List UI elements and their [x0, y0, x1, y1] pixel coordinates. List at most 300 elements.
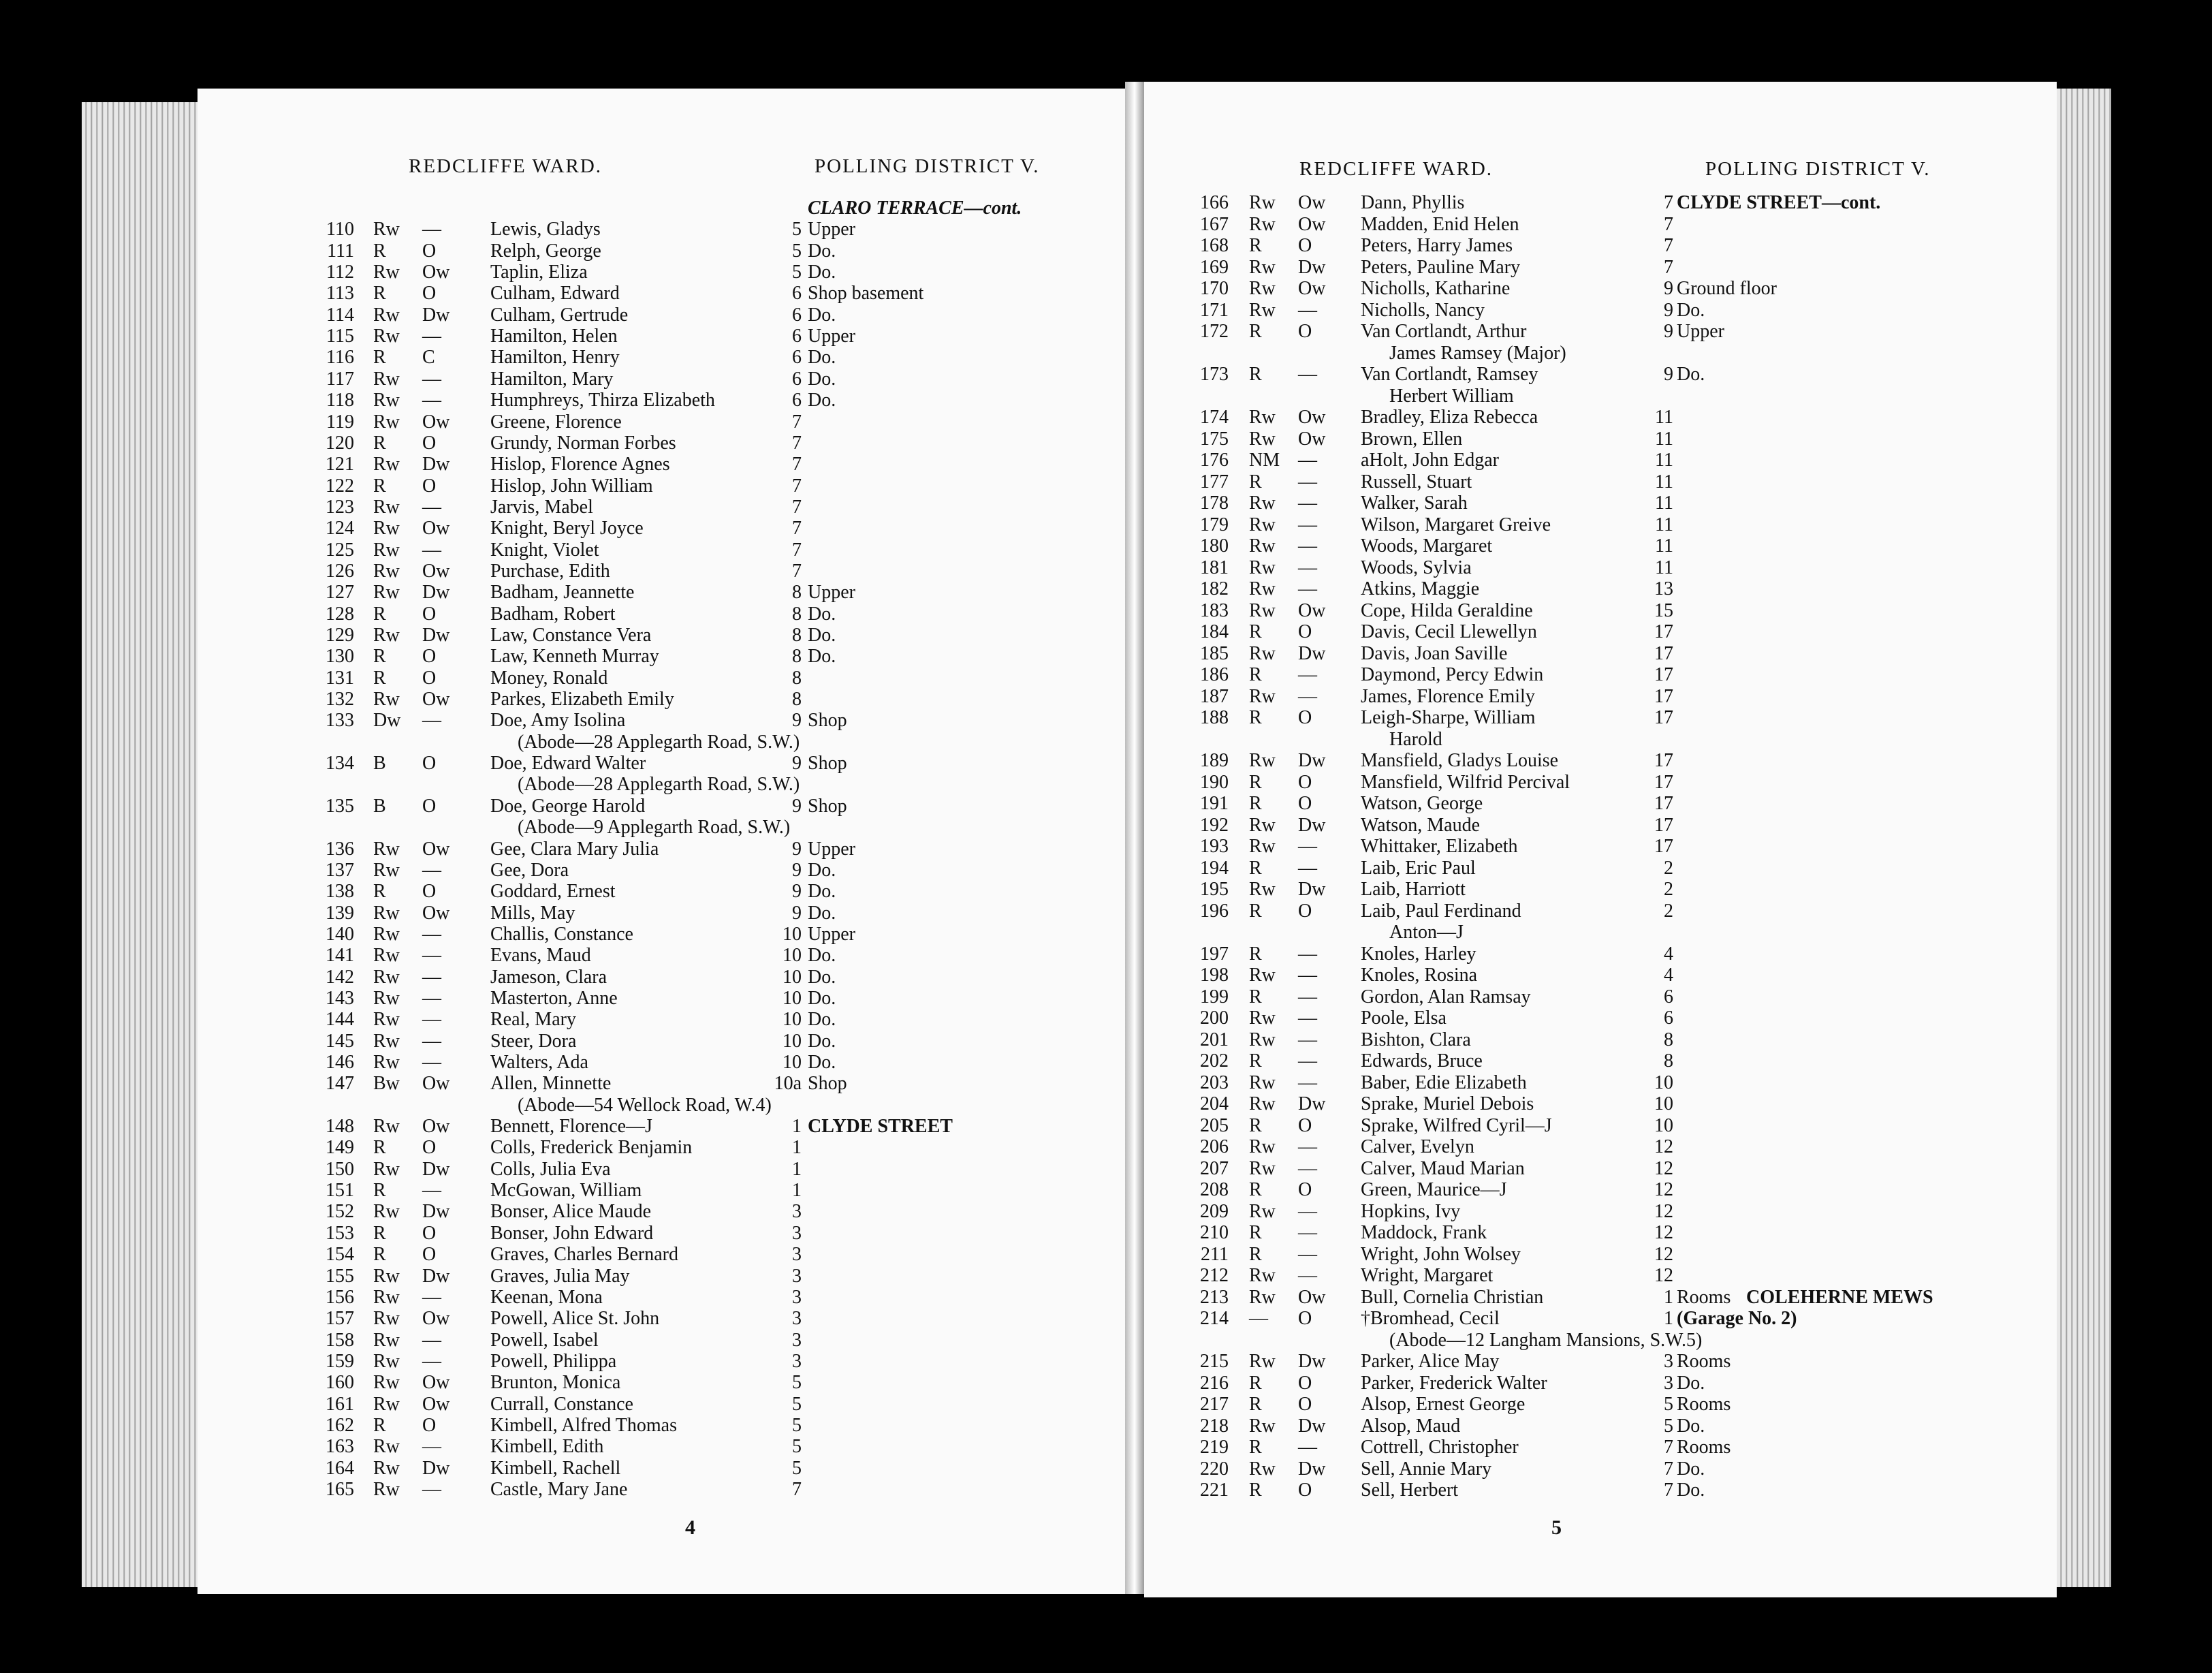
elector-name: Bonser, John Edward — [490, 1222, 654, 1244]
qualification: R — [1249, 1372, 1262, 1394]
absent-voter-mark: O — [1298, 793, 1312, 814]
elector-number: 152 — [326, 1201, 354, 1223]
absent-voter-mark: Dw — [1298, 1458, 1326, 1480]
elector-number: 169 — [1200, 256, 1229, 278]
elector-number: 160 — [326, 1372, 354, 1394]
elector-name: Jameson, Clara — [490, 966, 607, 988]
elector-name: Madden, Enid Helen — [1361, 213, 1519, 235]
absent-voter-mark: O — [1298, 235, 1312, 256]
qualification: Rw — [1249, 1286, 1276, 1308]
house-number: 7 — [1664, 1437, 1673, 1458]
elector-name: Baber, Edie Elizabeth — [1361, 1072, 1527, 1093]
qualification: Rw — [1249, 1200, 1276, 1222]
qualification: Rw — [1249, 407, 1276, 428]
qualification: Rw — [373, 390, 400, 411]
house-number: 3 — [792, 1286, 802, 1308]
premises-description: (Garage No. 2) — [1677, 1308, 1797, 1329]
house-number: 8 — [1664, 1029, 1673, 1050]
premises-description: Do. — [1677, 1480, 1705, 1501]
register-entry — [0, 535, 2179, 557]
elector-name: Keenan, Mona — [490, 1286, 603, 1308]
absent-voter-mark: O — [1298, 621, 1312, 642]
elector-number: 114 — [326, 304, 354, 326]
qualification: B — [373, 795, 386, 817]
house-number: 12 — [1654, 1200, 1673, 1222]
absent-voter-mark: Dw — [422, 625, 450, 646]
elector-number: 211 — [1201, 1243, 1229, 1265]
qualification: R — [1249, 664, 1262, 685]
street-name: COLEHERNE MEWS — [1746, 1286, 1933, 1308]
elector-name: Bradley, Eliza Rebecca — [1361, 407, 1538, 428]
qualification: Rw — [1249, 599, 1276, 621]
house-number: 7 — [792, 560, 802, 582]
qualification: Rw — [1249, 836, 1276, 857]
premises-description: Do. — [808, 945, 836, 967]
qualification: Rw — [1249, 428, 1276, 450]
elector-name: Hamilton, Mary — [490, 368, 614, 390]
house-number: 10 — [783, 923, 802, 945]
qualification: R — [1249, 1480, 1262, 1501]
absent-voter-mark: — — [422, 987, 441, 1009]
absent-voter-mark: — — [1298, 578, 1317, 599]
qualification: Rw — [373, 1201, 400, 1223]
qualification: Rw — [373, 326, 400, 347]
elector-number: 217 — [1200, 1394, 1229, 1415]
house-number: 9 — [1664, 364, 1673, 385]
qualification: Rw — [1249, 492, 1276, 514]
elector-number: 175 — [1200, 428, 1229, 450]
qualification: Rw — [373, 560, 400, 582]
elector-number: 206 — [1200, 1136, 1229, 1157]
qualification: Rw — [373, 945, 400, 967]
house-number: 5 — [1664, 1394, 1673, 1415]
elector-number: 193 — [1200, 836, 1229, 857]
elector-number: 188 — [1200, 707, 1229, 728]
premises-description: Do. — [808, 881, 836, 903]
elector-name: Real, Mary — [490, 1009, 576, 1031]
qualification: R — [1249, 1437, 1262, 1458]
absent-voter-mark: Ow — [1298, 278, 1326, 299]
elector-name: Mansfield, Gladys Louise — [1361, 750, 1559, 771]
house-number: 7 — [792, 518, 802, 540]
elector-number: 221 — [1200, 1480, 1229, 1501]
absent-voter-mark: — — [422, 1030, 441, 1052]
qualification: Rw — [373, 454, 400, 475]
elector-number: 176 — [1200, 450, 1229, 471]
register-entry — [0, 836, 2179, 857]
register-entry — [0, 1136, 2179, 1157]
elector-number: 140 — [326, 923, 354, 945]
absent-voter-mark: Ow — [422, 1393, 450, 1415]
elector-name: Castle, Mary Jane — [490, 1479, 628, 1500]
qualification: R — [373, 347, 386, 369]
qualification: Rw — [1249, 1007, 1276, 1029]
house-number: 17 — [1654, 836, 1673, 857]
house-number: 17 — [1654, 750, 1673, 771]
premises-description: Shop — [808, 753, 847, 775]
house-number: 7 — [792, 496, 802, 518]
qualification: — — [1249, 1308, 1268, 1329]
qualification: Rw — [373, 838, 400, 860]
elector-number: 179 — [1200, 514, 1229, 535]
premises-description: Shop — [808, 795, 847, 817]
house-number: 6 — [792, 347, 802, 369]
premises-description: Do. — [808, 603, 836, 625]
qualification: Rw — [373, 262, 400, 283]
qualification: R — [1249, 471, 1262, 492]
elector-name: Badham, Robert — [490, 603, 616, 625]
premises-description: Do. — [808, 1052, 836, 1073]
absent-voter-mark: Dw — [1298, 1351, 1326, 1372]
elector-number: 207 — [1200, 1157, 1229, 1179]
elector-number: 177 — [1200, 471, 1229, 492]
house-number: 6 — [792, 326, 802, 347]
elector-number: 157 — [326, 1308, 354, 1330]
absent-voter-mark: Ow — [1298, 192, 1326, 213]
absent-voter-mark: Ow — [1298, 213, 1326, 235]
elector-name: Powell, Isabel — [490, 1329, 599, 1351]
house-number: 7 — [792, 432, 802, 454]
qualification: Rw — [373, 923, 400, 945]
elector-number: 213 — [1200, 1286, 1229, 1308]
elector-number: 135 — [326, 795, 354, 817]
register-entry — [0, 364, 2179, 385]
premises-description: Rooms — [1677, 1394, 1731, 1415]
house-number: 3 — [792, 1244, 802, 1266]
elector-name: Kimbell, Edith — [490, 1436, 604, 1458]
elector-number: 182 — [1200, 578, 1229, 599]
elector-number: 156 — [326, 1286, 354, 1308]
elector-number: 126 — [326, 560, 354, 582]
elector-number: 125 — [326, 539, 354, 561]
elector-name: Knight, Violet — [490, 539, 599, 561]
qualification: Rw — [373, 1030, 400, 1052]
qualification: Rw — [373, 518, 400, 540]
qualification: B — [373, 753, 386, 775]
elector-name: Peters, Pauline Mary — [1361, 256, 1521, 278]
continuation-text: (Abode—12 Langham Mansions, S.W.5) — [1389, 1329, 1703, 1351]
register-entry — [0, 257, 2179, 278]
house-number: 17 — [1654, 814, 1673, 836]
house-number: 11 — [1655, 450, 1673, 471]
qualification: Rw — [1249, 192, 1276, 213]
house-number: 10 — [783, 966, 802, 988]
absent-voter-mark: Ow — [422, 838, 450, 860]
absent-voter-mark: — — [422, 368, 441, 390]
house-number: 9 — [792, 795, 802, 817]
premises-description: Do. — [808, 1030, 836, 1052]
elector-name: Powell, Alice St. John — [490, 1308, 660, 1330]
house-number: 5 — [792, 1457, 802, 1479]
premises-description: Do. — [1677, 364, 1705, 385]
qualification: Rw — [373, 219, 400, 240]
elector-number: 112 — [326, 262, 354, 283]
absent-voter-mark: Dw — [422, 1265, 450, 1287]
elector-name: Bishton, Clara — [1361, 1029, 1471, 1050]
premises-description: Do. — [808, 390, 836, 411]
elector-number: 164 — [326, 1457, 354, 1479]
absent-voter-mark: Ow — [422, 411, 450, 433]
elector-number: 128 — [326, 603, 354, 625]
elector-number: 123 — [326, 496, 354, 518]
register-entry — [0, 1201, 2179, 1222]
elector-number: 168 — [1200, 235, 1229, 256]
absent-voter-mark: — — [422, 945, 441, 967]
house-number: 9 — [792, 881, 802, 903]
premises-description: Do. — [808, 625, 836, 646]
elector-number: 190 — [1200, 771, 1229, 793]
absent-voter-mark: Dw — [422, 582, 450, 604]
qualification: Rw — [1249, 278, 1276, 299]
elector-number: 174 — [1200, 407, 1229, 428]
elector-number: 124 — [326, 518, 354, 540]
qualification: Rw — [1249, 213, 1276, 235]
elector-number: 208 — [1200, 1179, 1229, 1200]
absent-voter-mark: O — [422, 1244, 437, 1266]
elector-name: Bonser, Alice Maude — [490, 1201, 652, 1223]
elector-number: 141 — [326, 945, 354, 967]
house-number: 6 — [1664, 1007, 1673, 1029]
qualification: Rw — [1249, 256, 1276, 278]
elector-name: Russell, Stuart — [1361, 471, 1472, 492]
elector-name: Wright, John Wolsey — [1361, 1243, 1521, 1265]
qualification: Rw — [373, 368, 400, 390]
premises-description: Upper — [808, 923, 855, 945]
absent-voter-mark: — — [1298, 1029, 1317, 1050]
premises-description: Upper — [808, 219, 855, 240]
elector-name: Cope, Hilda Geraldine — [1361, 599, 1533, 621]
qualification: Rw — [373, 1372, 400, 1394]
house-number: 17 — [1654, 771, 1673, 793]
elector-name: Law, Constance Vera — [490, 625, 652, 646]
elector-name: Hamilton, Helen — [490, 326, 618, 347]
house-number: 11 — [1655, 535, 1673, 557]
absent-voter-mark: — — [422, 1052, 441, 1073]
absent-voter-mark: Dw — [1298, 879, 1326, 900]
qualification: Rw — [373, 902, 400, 924]
qualification: Rw — [373, 689, 400, 710]
elector-number: 204 — [1200, 1093, 1229, 1114]
absent-voter-mark: O — [1298, 1114, 1312, 1136]
house-number: 9 — [1664, 278, 1673, 299]
premises-description: Do. — [1677, 1415, 1705, 1437]
register-entry — [0, 428, 2179, 450]
elector-name: Graves, Charles Bernard — [490, 1244, 679, 1266]
elector-number: 165 — [326, 1479, 354, 1500]
qualification: Rw — [373, 1393, 400, 1415]
absent-voter-mark: Ow — [422, 1308, 450, 1330]
qualification: Bw — [373, 1073, 400, 1095]
qualification: Rw — [1249, 1093, 1276, 1114]
register-entry — [0, 1244, 2179, 1265]
elector-name: Laib, Eric Paul — [1361, 857, 1476, 879]
elector-name: Graves, Julia May — [490, 1265, 630, 1287]
right-district-header: POLLING DISTRICT V. — [1705, 158, 1931, 180]
qualification: Rw — [373, 1329, 400, 1351]
house-number: 11 — [1655, 492, 1673, 514]
register-entry — [0, 1480, 2179, 1501]
elector-number: 113 — [326, 283, 354, 304]
premises-description: Upper — [808, 582, 855, 604]
elector-name: Nicholls, Nancy — [1361, 299, 1485, 321]
elector-number: 122 — [326, 475, 354, 497]
absent-voter-mark: — — [422, 539, 441, 561]
elector-name: Maddock, Frank — [1361, 1222, 1487, 1243]
qualification: Rw — [1249, 557, 1276, 578]
elector-number: 170 — [1200, 278, 1229, 299]
elector-number: 155 — [326, 1265, 354, 1287]
elector-name: Brown, Ellen — [1361, 428, 1463, 450]
elector-name: Mansfield, Wilfrid Percival — [1361, 771, 1570, 793]
elector-name: Green, Maurice—J — [1361, 1179, 1507, 1200]
register-entry — [0, 1351, 2179, 1372]
register-entry — [0, 664, 2179, 685]
elector-number: 186 — [1200, 664, 1229, 685]
qualification: R — [1249, 1243, 1262, 1265]
elector-name: Brunton, Monica — [490, 1372, 621, 1394]
continuation-text: Anton—J — [1389, 922, 1464, 943]
qualification: Rw — [373, 1116, 400, 1138]
absent-voter-mark: Ow — [422, 1073, 450, 1095]
elector-number: 220 — [1200, 1458, 1229, 1480]
house-number: 7 — [1664, 1458, 1673, 1480]
elector-name: Walters, Ada — [490, 1052, 588, 1073]
elector-name: Leigh-Sharpe, William — [1361, 707, 1536, 728]
elector-name: Dann, Phyllis — [1361, 192, 1465, 213]
house-number: 5 — [792, 1436, 802, 1458]
premises-description: CLYDE STREET — [808, 1116, 953, 1138]
elector-number: 214 — [1200, 1308, 1229, 1329]
qualification: Rw — [1249, 685, 1276, 707]
elector-number: 131 — [326, 667, 354, 689]
elector-name: Watson, George — [1361, 793, 1483, 814]
elector-number: 183 — [1200, 599, 1229, 621]
register-entry — [0, 1458, 2179, 1480]
qualification: Rw — [1249, 578, 1276, 599]
absent-voter-mark: O — [1298, 707, 1312, 728]
premises-description: Do. — [808, 987, 836, 1009]
elector-number: 163 — [326, 1436, 354, 1458]
elector-number: 134 — [326, 753, 354, 775]
house-number: 1 — [792, 1116, 802, 1138]
qualification: R — [1249, 793, 1262, 814]
qualification: R — [1249, 364, 1262, 385]
qualification: R — [373, 881, 386, 903]
absent-voter-mark: O — [422, 283, 437, 304]
house-number: 1 — [792, 1180, 802, 1202]
premises-description: Upper — [808, 838, 855, 860]
absent-voter-mark: — — [1298, 364, 1317, 385]
premises-description: Do. — [1677, 299, 1705, 321]
elector-number: 127 — [326, 582, 354, 604]
elector-name: Hopkins, Ivy — [1361, 1200, 1461, 1222]
qualification: R — [1249, 707, 1262, 728]
absent-voter-mark: — — [1298, 471, 1317, 492]
premises-description: Do. — [808, 646, 836, 668]
elector-number: 142 — [326, 966, 354, 988]
continuation-text: (Abode—28 Applegarth Road, S.W.) — [518, 731, 800, 753]
qualification: R — [1249, 1114, 1262, 1136]
absent-voter-mark: — — [1298, 685, 1317, 707]
house-number: 1 — [1664, 1308, 1673, 1329]
elector-number: 118 — [326, 390, 354, 411]
continuation-text: Harold — [1389, 728, 1442, 750]
premises-description: Do. — [808, 262, 836, 283]
absent-voter-mark: O — [1298, 1372, 1312, 1394]
qualification: R — [1249, 771, 1262, 793]
qualification: R — [373, 1414, 386, 1436]
elector-name: Nicholls, Katharine — [1361, 278, 1511, 299]
premises-description: Do. — [808, 240, 836, 262]
elector-number: 146 — [326, 1052, 354, 1073]
elector-number: 151 — [326, 1180, 354, 1202]
elector-name: Gee, Clara Mary Julia — [490, 838, 659, 860]
absent-voter-mark: O — [1298, 1179, 1312, 1200]
register-entry — [0, 300, 2179, 321]
elector-name: Bull, Cornelia Christian — [1361, 1286, 1544, 1308]
absent-voter-mark: Dw — [422, 1201, 450, 1223]
house-number: 3 — [792, 1265, 802, 1287]
absent-voter-mark: — — [422, 1286, 441, 1308]
register-entry — [0, 943, 2179, 965]
qualification: Rw — [373, 1350, 400, 1372]
house-number: 10 — [783, 1052, 802, 1073]
house-number: 8 — [792, 625, 802, 646]
house-number: 7 — [1664, 1480, 1673, 1501]
register-entry — [0, 1050, 2179, 1072]
elector-number: 216 — [1200, 1372, 1229, 1394]
elector-name: Gee, Dora — [490, 859, 569, 881]
absent-voter-mark: — — [422, 966, 441, 988]
absent-voter-mark: Ow — [422, 1116, 450, 1138]
elector-name: Grundy, Norman Forbes — [490, 432, 676, 454]
absent-voter-mark: O — [422, 603, 437, 625]
elector-name: Lewis, Gladys — [490, 219, 601, 240]
elector-name: Money, Ronald — [490, 667, 608, 689]
house-number: 10a — [774, 1073, 802, 1095]
elector-name: Parker, Frederick Walter — [1361, 1372, 1547, 1394]
premises-description: CLYDE STREET—cont. — [1677, 192, 1881, 213]
premises-description: Shop — [808, 1073, 847, 1095]
elector-number: 189 — [1200, 750, 1229, 771]
elector-number: 139 — [326, 902, 354, 924]
elector-number: 172 — [1200, 321, 1229, 342]
elector-number: 178 — [1200, 492, 1229, 514]
house-number: 10 — [1654, 1072, 1673, 1093]
premises-description: Do. — [808, 859, 836, 881]
elector-name: †Bromhead, Cecil — [1361, 1308, 1500, 1329]
elector-name: Alsop, Ernest George — [1361, 1394, 1526, 1415]
elector-number: 159 — [326, 1350, 354, 1372]
house-number: 9 — [1664, 299, 1673, 321]
absent-voter-mark: — — [422, 1329, 441, 1351]
qualification: Rw — [373, 1308, 400, 1330]
qualification: R — [1249, 857, 1262, 879]
register-entry — [0, 235, 2179, 256]
house-number: 12 — [1654, 1265, 1673, 1286]
elector-name: Atkins, Maggie — [1361, 578, 1480, 599]
house-number: 17 — [1654, 685, 1673, 707]
register-entry — [0, 1093, 2179, 1114]
absent-voter-mark: — — [422, 390, 441, 411]
qualification: R — [1249, 900, 1262, 922]
continuation-text: (Abode—9 Applegarth Road, S.W.) — [518, 817, 791, 839]
left-district-header: POLLING DISTRICT V. — [815, 155, 1040, 177]
elector-name: Sell, Annie Mary — [1361, 1458, 1492, 1480]
premises-description: Do. — [1677, 1458, 1705, 1480]
house-number: 3 — [1664, 1372, 1673, 1394]
qualification: R — [1249, 986, 1262, 1007]
